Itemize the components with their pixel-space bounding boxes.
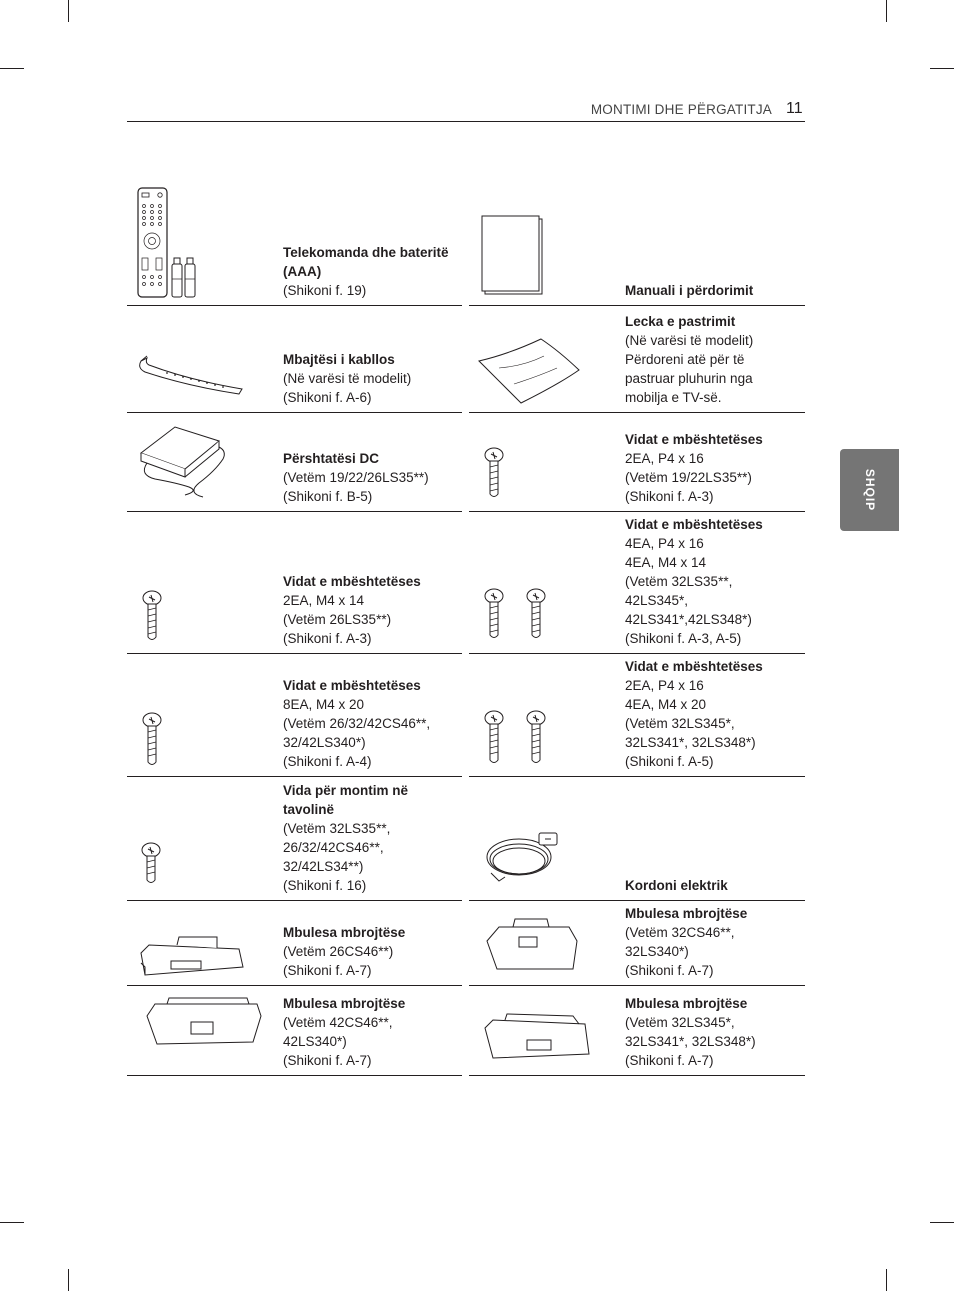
accessory-description [283,676,460,771]
accessory-detail: 26/32/42CS46**, [283,840,384,855]
accessory-detail: (Shikoni f. A-6) [283,390,372,405]
protective-cover-icon [127,986,277,1075]
accessory-detail: (Shikoni f. A-3) [283,631,372,646]
accessory-title: Telekomanda dhe bateritë (AAA) [283,245,449,279]
accessory-stand-screws [469,654,805,777]
accessory-detail: (Vetëm 19/22/26LS35**) [283,470,429,485]
protective-cover-icon [469,986,619,1075]
accessory-remote-control [127,178,462,306]
accessory-detail: (Shikoni f. A-3, A-5) [625,631,742,646]
crop-mark [886,0,887,22]
accessory-description [625,281,803,300]
accessory-detail: 2EA, P4 x 16 [625,678,704,693]
cleaning-cloth-icon [469,306,619,412]
header-divider [127,121,805,122]
accessory-description [283,923,460,980]
accessory-description [625,312,803,407]
accessory-detail: 2EA, M4 x 14 [283,593,365,608]
accessory-detail: 42LS341*,42LS348*) [625,612,752,627]
accessory-title: Mbajtësi i kabllos [283,352,395,367]
accessory-detail: (Vetëm 32LS345*, [625,1015,735,1030]
accessory-detail: 32LS341*, 32LS348*) [625,1034,756,1049]
crop-mark [68,1269,69,1291]
crop-mark [68,0,69,22]
accessory-title: Mbulesa mbrojtëse [283,925,406,940]
power-cord-icon [469,777,619,900]
desk-mount-screw-icon [127,777,277,900]
accessory-detail: (Vetëm 26CS46**) [283,944,394,959]
accessory-description [283,572,460,648]
accessory-detail: (Shikoni f. 19) [283,283,367,298]
accessory-protective-cover [127,986,462,1076]
accessory-title: Vidat e mbështetëses [625,517,763,532]
accessory-detail: 42LS340*) [283,1034,347,1049]
accessory-title: Kordoni elektrik [625,878,728,893]
accessory-description [625,904,803,980]
accessory-stand-screws [469,512,805,654]
accessory-detail: (Vetëm 32CS46**, [625,925,735,940]
accessory-detail: (Vetëm 42CS46**, [283,1015,393,1030]
accessory-title: Mbulesa mbrojtëse [625,996,748,1011]
remote-control-and-batteries-icon [127,178,277,305]
accessory-detail: (Vetëm 32LS345*, [625,716,735,731]
accessory-detail: (Vetëm 32LS35**, [283,821,391,836]
accessory-owners-manual [469,178,805,306]
stand-screw-icon [127,654,277,776]
accessory-detail: 32LS340*) [625,944,689,959]
accessory-title: Mbulesa mbrojtëse [625,906,748,921]
accessory-detail: (Shikoni f. A-7) [283,1053,372,1068]
accessory-description [625,994,803,1070]
accessory-detail: (Në varësi të modelit) [625,333,754,348]
owners-manual-icon [469,178,619,305]
accessory-protective-cover [127,901,462,986]
accessory-title: Vidat e mbështetëses [625,659,763,674]
accessory-cleaning-cloth [469,306,805,413]
accessory-description [283,350,460,407]
accessory-stand-screws [469,413,805,512]
accessory-detail: (Shikoni f. A-5) [625,754,714,769]
accessory-detail: 4EA, P4 x 16 [625,536,704,551]
accessory-detail: (Vetëm 26LS35**) [283,612,392,627]
short-screw-icon [469,413,619,511]
accessory-detail: 32/42LS340*) [283,735,366,750]
accessory-description [283,994,460,1070]
accessory-stand-screws [127,512,462,654]
crop-mark [0,68,24,69]
accessory-detail: (Shikoni f. A-7) [283,963,372,978]
cable-holder-icon [127,306,277,412]
accessory-power-cord [469,777,805,901]
accessory-detail: 8EA, M4 x 20 [283,697,365,712]
accessory-detail: (Vetëm 26/32/42CS46**, [283,716,431,731]
accessory-stand-screws [127,654,462,777]
accessory-detail: (Vetëm 19/22LS35**) [625,470,752,485]
accessory-title: Përshtatësi DC [283,451,380,466]
accessory-detail: (Shikoni f. A-3) [625,489,714,504]
section-title: MONTIMI DHE PËRGATITJA [590,102,772,117]
protective-cover-icon [469,901,619,985]
accessory-detail: (Në varësi të modelit) [283,371,412,386]
crop-mark [930,1222,954,1223]
accessory-title: Vida për montim në tavolinë [283,783,409,817]
language-tab-label: SHQIP [862,468,877,512]
accessory-description [283,781,460,895]
accessory-title: Vidat e mbështetëses [625,432,763,447]
accessory-detail: 4EA, M4 x 14 [625,555,707,570]
accessory-protective-cover [469,901,805,986]
two-screws-icon [469,512,619,653]
accessory-description [283,243,460,300]
accessory-detail: (Vetëm 32LS35**, [625,574,733,589]
protective-cover-icon [127,901,277,985]
accessory-description [625,876,803,895]
accessory-detail: 4EA, M4 x 20 [625,697,707,712]
accessory-protective-cover [469,986,805,1076]
accessory-detail: mobilja e TV-së. [625,390,722,405]
page-number: 11 [786,100,803,117]
accessory-cable-holder [127,306,462,413]
accessory-detail: 32LS341*, 32LS348*) [625,735,756,750]
crop-mark [886,1269,887,1291]
accessory-detail: 32/42LS34**) [283,859,364,874]
accessory-detail: 42LS345*, [625,593,689,608]
accessory-detail: (Shikoni f. A-7) [625,963,714,978]
dc-adapter-icon [127,413,277,511]
accessory-description [625,657,803,771]
accessory-detail: Përdoreni atë për të [625,352,745,367]
accessory-desk-mount-screw [127,777,462,901]
crop-mark [0,1222,24,1223]
two-screws-icon [469,654,619,776]
accessory-title: Vidat e mbështetëses [283,574,421,589]
accessory-detail: (Shikoni f. B-5) [283,489,373,504]
accessory-title: Lecka e pastrimit [625,314,736,329]
accessory-description [625,515,803,648]
accessory-title: Vidat e mbështetëses [283,678,421,693]
accessory-title: Mbulesa mbrojtëse [283,996,406,1011]
accessory-title: Manuali i përdorimit [625,283,754,298]
accessory-description [625,430,803,506]
language-tab [840,449,899,531]
accessory-detail: (Shikoni f. A-4) [283,754,372,769]
stand-screw-icon [127,512,277,653]
crop-mark [930,68,954,69]
accessory-detail: (Shikoni f. A-7) [625,1053,714,1068]
accessory-detail: pastruar pluhurin nga [625,371,753,386]
accessory-dc-adapter [127,413,462,512]
accessory-detail: 2EA, P4 x 16 [625,451,704,466]
accessory-description [283,449,460,506]
accessory-detail: (Shikoni f. 16) [283,878,367,893]
